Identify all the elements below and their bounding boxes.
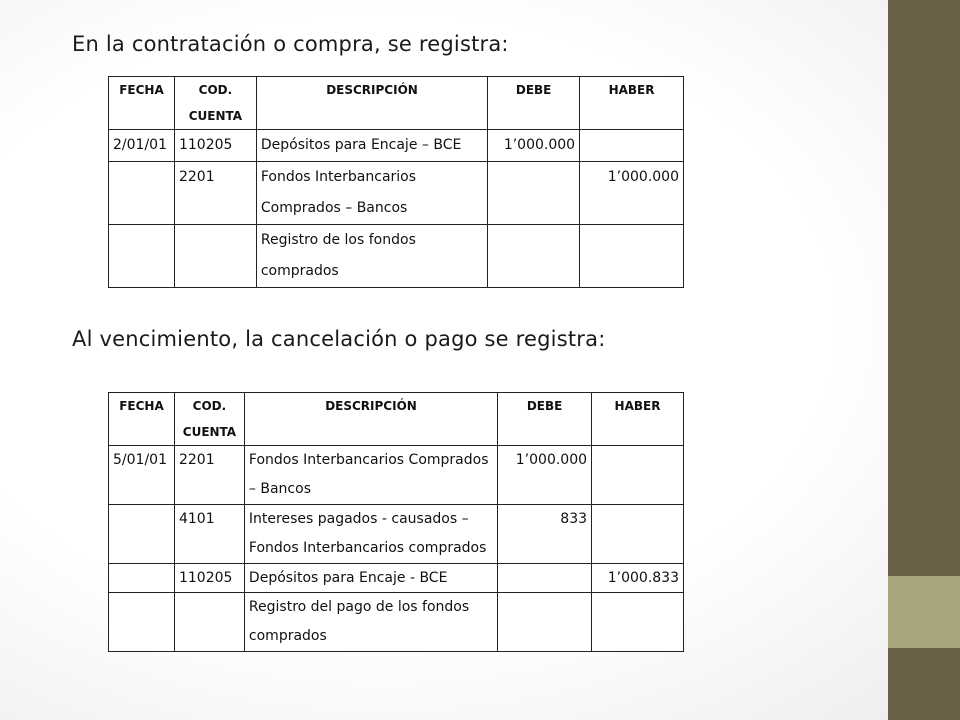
cell-debe: 833 [498, 505, 592, 564]
cell-descripcion [256, 162, 487, 225]
desc-line-1: Intereses pagados - causados – [248, 511, 469, 527]
desc-line-2: Comprados – Bancos [260, 200, 408, 216]
col-cod: COD. [198, 83, 233, 97]
cell-cod [174, 593, 244, 652]
cell-fecha [109, 593, 175, 652]
desc-line-2: comprados [248, 628, 327, 644]
cell-haber: 1’000.000 [580, 162, 684, 225]
cell-debe [498, 593, 592, 652]
sidebar-accent-block [888, 576, 960, 648]
col-haber: HABER [580, 77, 684, 130]
col-debe: DEBE [498, 393, 592, 446]
desc-line-1: Fondos Interbancarios Comprados [248, 452, 489, 468]
table-row [109, 564, 684, 593]
table-row [109, 162, 684, 225]
desc-line-1: Fondos Interbancarios [260, 169, 417, 185]
cell-cod: 110205 [174, 564, 244, 593]
cell-descripcion [256, 225, 487, 288]
ledger-table-payment [108, 392, 684, 652]
cell-haber [580, 225, 684, 288]
cell-cod: 2201 [174, 446, 244, 505]
cell-haber [592, 446, 684, 505]
desc-line-2: – Bancos [248, 481, 311, 497]
cell-haber [580, 130, 684, 162]
cell-cod: 110205 [174, 130, 256, 162]
cell-haber: 1’000.833 [592, 564, 684, 593]
table-row [109, 505, 684, 564]
col-debe: DEBE [488, 77, 580, 130]
cell-descripcion: Depósitos para Encaje - BCE [244, 564, 497, 593]
cell-descripcion: Depósitos para Encaje – BCE [256, 130, 487, 162]
col-cod-cuenta [174, 77, 256, 130]
table-row [109, 593, 684, 652]
cell-fecha [109, 564, 175, 593]
cell-debe [498, 564, 592, 593]
cell-cod: 4101 [174, 505, 244, 564]
cell-fecha [109, 162, 175, 225]
desc-line-2: comprados [260, 263, 339, 279]
desc-line-2: Fondos Interbancarios comprados [248, 540, 487, 556]
col-haber: HABER [592, 393, 684, 446]
table-header-row [109, 393, 684, 446]
table-row [109, 225, 684, 288]
col-cuenta: CUENTA [188, 109, 243, 123]
ledger-table-purchase [108, 76, 684, 288]
cell-descripcion [244, 593, 497, 652]
desc-line-1: Registro de los fondos [260, 232, 416, 248]
heading-payment: Al vencimiento, la cancelación o pago se registra: [72, 327, 606, 351]
col-descripcion: DESCRIPCIÓN [256, 77, 487, 130]
cell-haber [592, 505, 684, 564]
cell-debe [488, 162, 580, 225]
cell-fecha: 2/01/01 [109, 130, 175, 162]
table-header-row [109, 77, 684, 130]
cell-fecha: 5/01/01 [109, 446, 175, 505]
col-descripcion: DESCRIPCIÓN [244, 393, 497, 446]
table-row [109, 130, 684, 162]
col-cod: COD. [192, 399, 227, 413]
col-fecha: FECHA [109, 393, 175, 446]
table-row [109, 446, 684, 505]
cell-debe: 1’000.000 [498, 446, 592, 505]
cell-debe [488, 225, 580, 288]
cell-haber [592, 593, 684, 652]
cell-fecha [109, 505, 175, 564]
cell-cod: 2201 [174, 162, 256, 225]
cell-fecha [109, 225, 175, 288]
cell-debe: 1’000.000 [488, 130, 580, 162]
col-fecha: FECHA [109, 77, 175, 130]
cell-descripcion [244, 446, 497, 505]
cell-descripcion [244, 505, 497, 564]
cell-cod [174, 225, 256, 288]
heading-purchase: En la contratación o compra, se registra: [72, 32, 509, 56]
col-cod-cuenta [174, 393, 244, 446]
col-cuenta: CUENTA [182, 425, 237, 439]
desc-line-1: Registro del pago de los fondos [248, 599, 470, 615]
